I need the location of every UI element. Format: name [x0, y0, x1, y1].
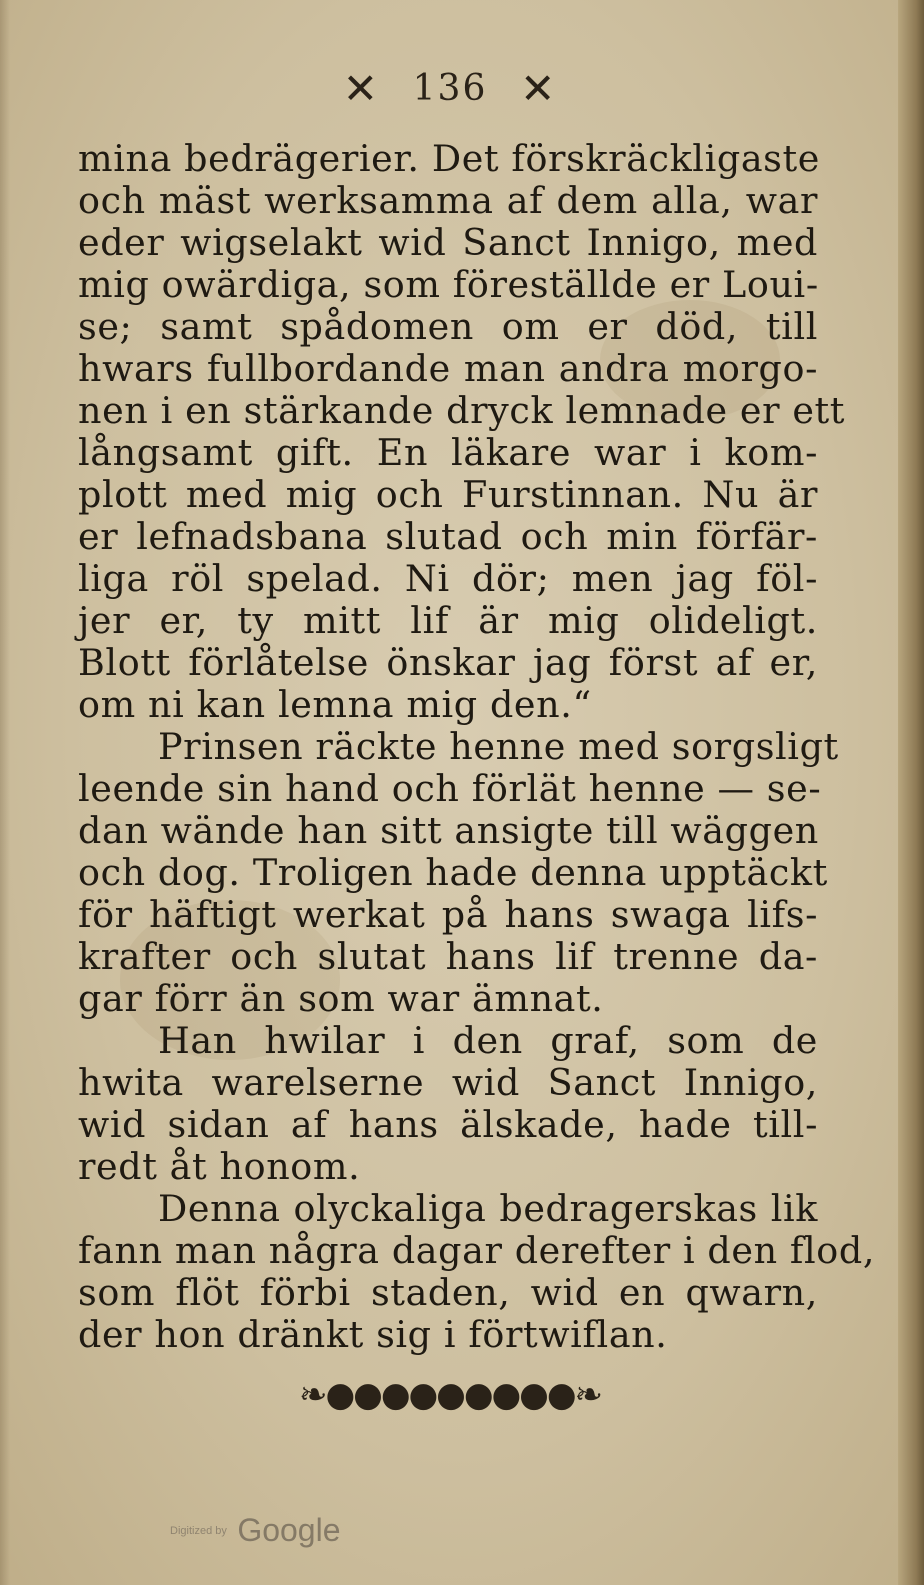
text-line: Blott förlåtelse önskar jag först af er, — [78, 641, 818, 684]
text-line: hwars fullbordande man andra morgo- — [78, 347, 818, 390]
body-text — [78, 137, 876, 1356]
text-line: för häftigt werkat på hans swaga lifs- — [78, 893, 818, 936]
text-line: hwita warelserne wid Sanct Innigo, — [78, 1061, 818, 1104]
text-line: och dog. Troligen hade denna upptäckt — [78, 851, 828, 894]
text-line: leende sin hand och förlät henne — se- — [78, 767, 822, 810]
page-header — [0, 62, 900, 113]
text-line: mina bedrägerier. Det förskräckligaste — [78, 137, 820, 180]
text-line: er lefnadsbana slutad och min förfär- — [78, 515, 818, 558]
text-line: mig owärdiga, som föreställde er Loui- — [78, 263, 819, 306]
text-line: der hon dränkt sig i förtwiflan. — [78, 1313, 668, 1356]
text-line: krafter och slutat hans lif trenne da- — [78, 935, 818, 978]
text-line: Denna olyckaliga bedragerskas lik — [158, 1187, 818, 1230]
text-line: och mäst werksamma af dem alla, war — [78, 179, 818, 222]
text-line: nen i en stärkande dryck lemnade er ett — [78, 389, 846, 432]
text-line: Prinsen räckte henne med sorgsligt — [158, 725, 839, 768]
digitized-watermark — [170, 1512, 341, 1549]
text-line: liga röl spelad. Ni dör; men jag föl- — [78, 557, 818, 600]
text-line: wid sidan af hans älskade, hade till- — [78, 1103, 818, 1146]
text-line: fann man några dagar derefter i den flod, — [78, 1229, 876, 1272]
text-line: jer er, ty mitt lif är mig olideligt. — [78, 599, 818, 642]
text-line: som flöt förbi staden, wid en qwarn, — [78, 1271, 818, 1314]
text-line: se; samt spådomen om er död, till — [78, 305, 818, 348]
text-line: eder wigselakt wid Sanct Innigo, med — [78, 221, 818, 264]
text-line: gar förr än som war ämnat. — [78, 977, 604, 1020]
watermark-brand: Google — [237, 1512, 341, 1548]
page-number: 136 — [412, 67, 488, 109]
text-line: dan wände han sitt ansigte till wäggen — [78, 809, 819, 852]
header-ornament-right: ✕ — [520, 63, 558, 113]
watermark-prefix: Digitized by — [170, 1524, 227, 1537]
text-line: långsamt gift. En läkare war i kom- — [78, 431, 818, 474]
end-ornament: ❧●●●●●●●●●❧ — [299, 1375, 601, 1415]
header-ornament-left: ✕ — [342, 63, 380, 113]
page-right-edge — [898, 0, 924, 1585]
text-line: redt åt honom. — [78, 1145, 361, 1188]
text-line: Han hwilar i den graf, som de — [158, 1019, 818, 1062]
page-left-shadow — [0, 0, 10, 1585]
text-line: om ni kan lemna mig den.“ — [78, 683, 592, 726]
text-line: plott med mig och Furstinnan. Nu är — [78, 473, 818, 516]
